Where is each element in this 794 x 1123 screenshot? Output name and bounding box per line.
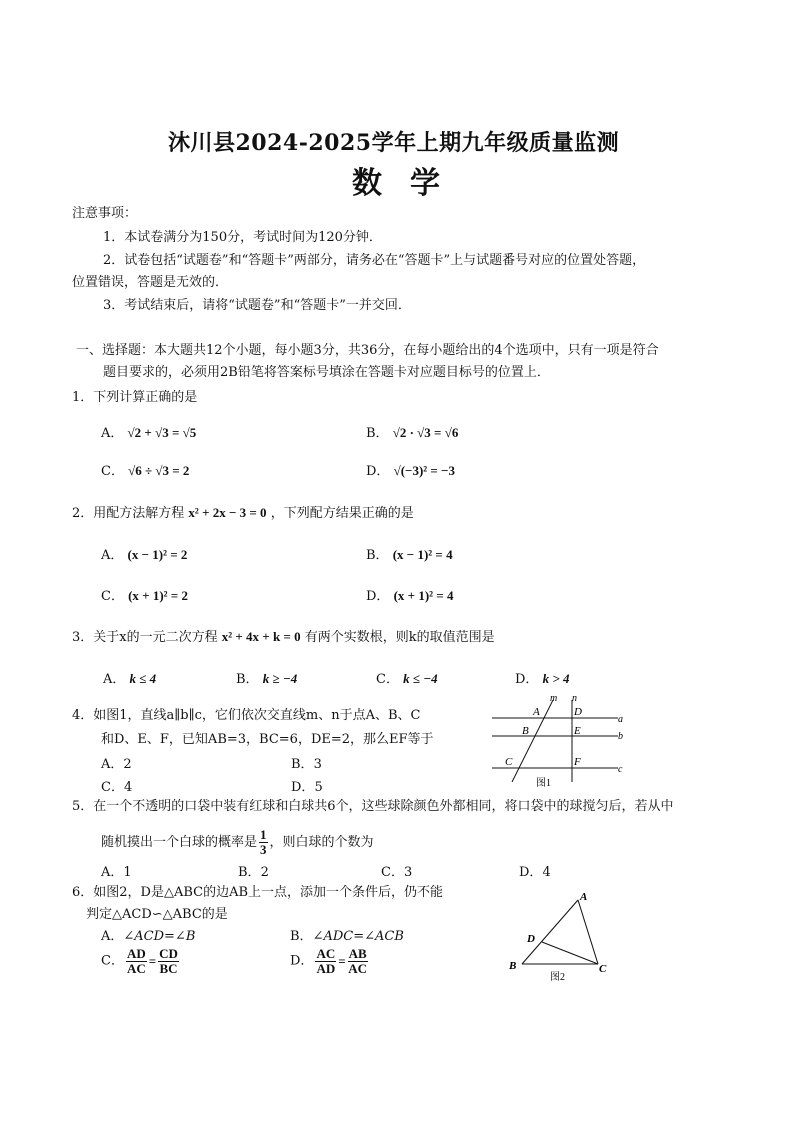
q6-option-c-frac2 <box>158 947 179 976</box>
q3-option-a-expr: k ≤ 4 <box>129 671 157 686</box>
q2-option-b-expr: (x − 1)² = 4 <box>392 547 453 562</box>
q6-option-d-den1: AD <box>316 961 336 976</box>
q6-option-c-eq: = <box>148 953 157 969</box>
q2-option-c-letter: C． <box>101 589 124 604</box>
notice-item-2a: 2．试卷包括“试题卷”和“答题卡”两部分，请务必在“答题卡”上与试题番号对应的位置处答题， <box>103 253 646 268</box>
q4-line2: 和D、E、F，已知AB=3，BC=6，DE=2，那么EF等于 <box>101 732 434 747</box>
q4-option-c-value: 4 <box>123 780 133 795</box>
q2-option-d <box>366 587 453 606</box>
q5-option-c-value: 3 <box>403 865 413 880</box>
fig1-label-D: D <box>574 706 582 718</box>
fig2-side-ab <box>522 900 578 964</box>
fig1-label-n: n <box>572 693 577 704</box>
fig2-label-C: C <box>599 963 607 975</box>
notice-item-2b: 位置错误，答题是无效的． <box>72 275 229 290</box>
q2-option-d-expr: (x + 1)² = 4 <box>393 588 454 603</box>
q1-option-b-expr: √2 · √3 = √6 <box>392 425 459 440</box>
q4-option-a-value: 2 <box>123 757 132 772</box>
q3-option-d-letter: D． <box>515 672 539 687</box>
q5-option-c <box>381 864 412 882</box>
q2-option-b-letter: B． <box>366 548 389 563</box>
q3-option-c-expr: k ≤ −4 <box>403 671 438 686</box>
fig2-side-ac <box>578 900 598 964</box>
q2-option-a-letter: A． <box>101 548 124 563</box>
notice-item-1: 1．本试卷满分为150分，考试时间为120分钟． <box>103 230 382 245</box>
fig1-label-E: E <box>574 725 581 737</box>
q4-option-a <box>101 756 132 774</box>
q6-option-c <box>101 947 181 976</box>
fig1-label-c: c <box>618 764 623 775</box>
q3-option-b <box>236 670 297 689</box>
q3-stem-post: 有两个实数根，则k的取值范围是 <box>304 630 495 645</box>
q6-line2: 判定△ACD∽△ABC的是 <box>86 907 228 922</box>
q6-option-c-den1: AC <box>126 961 146 976</box>
q2-option-d-letter: D． <box>366 589 390 604</box>
q1-option-d-letter: D． <box>366 464 390 479</box>
notice-item-3: 3．考试结束后，请将“试题卷”和“答题卡”一并交回． <box>103 298 411 313</box>
q5-option-d-letter: D． <box>519 865 543 880</box>
section1-line2: 题目要求的，必须用2B铅笔将答案标号填涂在答题卡对应题目标号的位置上． <box>103 365 550 380</box>
q2-stem-pre: 2．用配方法解方程 <box>72 506 185 521</box>
q5-option-b-letter: B． <box>238 865 261 880</box>
q2-stem-post: ，下列配方结果正确的是 <box>270 506 414 521</box>
q5-option-c-letter: C． <box>381 865 404 880</box>
q5-line2 <box>101 828 374 857</box>
q4-line1: 4．如图1，直线a∥b∥c，它们依次交直线m、n于点A、B、C <box>72 708 421 723</box>
q5-option-b-value: 2 <box>260 865 269 880</box>
fig1-label-B: B <box>522 725 529 737</box>
q2-stem <box>72 504 414 523</box>
q4-option-d-letter: D． <box>291 780 315 795</box>
q6-option-c-letter: C． <box>101 953 124 969</box>
q6-option-b <box>290 928 404 946</box>
q1-option-b-letter: B． <box>366 426 389 441</box>
q3-option-b-letter: B． <box>236 672 259 687</box>
q1-option-a-letter: A． <box>101 426 124 441</box>
q3-stem-pre: 3．关于x的一元二次方程 <box>72 630 218 645</box>
q1-option-d <box>366 462 455 481</box>
q6-option-d-den2: AC <box>348 961 368 976</box>
fig2-segment-cd <box>542 942 598 964</box>
q6-option-a-expr: ∠ACD=∠B <box>123 929 196 944</box>
fig1-label-C: C <box>505 756 513 768</box>
q5-line1: 5．在一个不透明的口袋中装有红球和白球共6个，这些球除颜色外都相同，将口袋中的球搅匀后，若从中 <box>72 799 674 814</box>
q3-option-d-expr: k > 4 <box>542 671 570 686</box>
section1-line1: 一、选择题：本大题共12个小题，每小题3分，共36分，在每小题给出的4个选项中，只有一项是符合 <box>76 343 659 358</box>
q6-option-b-expr: ∠ADC=∠ACB <box>312 929 404 944</box>
q6-option-c-frac1 <box>126 947 147 976</box>
fig2-label-D: D <box>527 933 535 945</box>
q6-option-a-letter: A． <box>101 929 124 944</box>
q6-option-b-letter: B． <box>290 929 313 944</box>
q4-option-d-value: 5 <box>314 780 323 795</box>
q1-option-c-letter: C． <box>101 464 124 479</box>
q6-option-c-den2: BC <box>159 961 178 976</box>
q5-option-a-value: 1 <box>123 865 132 880</box>
q1-option-a <box>101 424 196 443</box>
q2-option-a-expr: (x − 1)² = 2 <box>127 547 188 562</box>
q5-option-b <box>238 864 269 882</box>
q5-option-d-value: 4 <box>542 865 551 880</box>
q5-fraction-den: 3 <box>260 842 267 857</box>
q6-option-c-num1: AD <box>126 946 146 961</box>
q1-stem: 1．下列计算正确的是 <box>72 390 198 405</box>
q6-option-d-num1: AC <box>316 946 336 961</box>
q3-option-a <box>103 670 156 689</box>
q1-option-c-expr: √6 ÷ √3 = 2 <box>128 463 190 478</box>
q6-option-d-eq: = <box>338 953 346 969</box>
subject-title: 数学 <box>352 166 468 201</box>
fig2-label-B: B <box>509 960 517 972</box>
q6-option-c-num2: CD <box>159 946 178 961</box>
q4-option-d <box>291 779 323 797</box>
exam-title: 沐川县2024-2025学年上期九年级质量监测 <box>168 130 620 156</box>
fig2-label-A: A <box>580 891 588 903</box>
q6-option-d-letter: D． <box>290 953 314 969</box>
q2-equation: x² + 2x − 3 = 0 <box>188 505 267 520</box>
fig1-label-A: A <box>533 706 540 718</box>
q3-equation: x² + 4x + k = 0 <box>221 629 301 644</box>
q2-option-c <box>101 587 188 606</box>
q3-option-a-letter: A． <box>103 672 126 687</box>
fig2-caption: 图2 <box>550 972 565 983</box>
q1-option-c <box>101 462 189 481</box>
q4-figure <box>488 690 638 794</box>
q2-option-c-expr: (x + 1)² = 2 <box>128 588 188 603</box>
notice-heading: 注意事项： <box>72 206 138 221</box>
fig1-label-b: b <box>618 731 623 742</box>
q6-option-d-frac2 <box>348 947 368 976</box>
fig1-label-a: a <box>618 714 623 725</box>
q5-option-d <box>519 864 551 882</box>
q4-option-a-letter: A． <box>101 757 124 772</box>
q2-option-a <box>101 546 187 565</box>
q6-option-d-frac1 <box>315 947 336 976</box>
q4-option-b-value: 3 <box>313 757 322 772</box>
q4-option-b <box>291 756 322 774</box>
q1-option-b <box>366 424 458 443</box>
fig1-label-F: F <box>574 756 581 768</box>
q5-fraction <box>259 828 268 857</box>
q3-option-c-letter: C． <box>376 672 399 687</box>
q3-option-c <box>376 670 438 689</box>
q5-fraction-num: 1 <box>260 827 267 842</box>
q6-option-d <box>290 947 370 976</box>
q3-stem <box>72 628 495 647</box>
q2-option-b <box>366 546 453 565</box>
q6-option-d-num2: AB <box>348 946 367 961</box>
q6-line1: 6．如图2，D是△ABC的边AB上一点，添加一个条件后，仍不能 <box>72 885 444 900</box>
q4-option-c <box>101 779 132 797</box>
q5-line2-pre: 随机摸出一个白球的概率是 <box>101 835 258 850</box>
q5-line2-post: ，则白球的个数为 <box>269 835 374 850</box>
q1-option-d-expr: √(−3)² = −3 <box>393 463 455 478</box>
q4-option-c-letter: C． <box>101 780 124 795</box>
fig1-label-m: m <box>550 693 558 704</box>
fig1-caption: 图1 <box>536 778 551 789</box>
q6-option-a <box>101 928 195 946</box>
q3-option-d <box>515 670 570 689</box>
q5-option-a <box>101 864 132 882</box>
q3-option-b-expr: k ≥ −4 <box>262 671 298 686</box>
q6-figure <box>500 886 620 986</box>
q4-option-b-letter: B． <box>291 757 314 772</box>
q5-option-a-letter: A． <box>101 865 124 880</box>
q1-option-a-expr: √2 + √3 = √5 <box>127 425 197 440</box>
